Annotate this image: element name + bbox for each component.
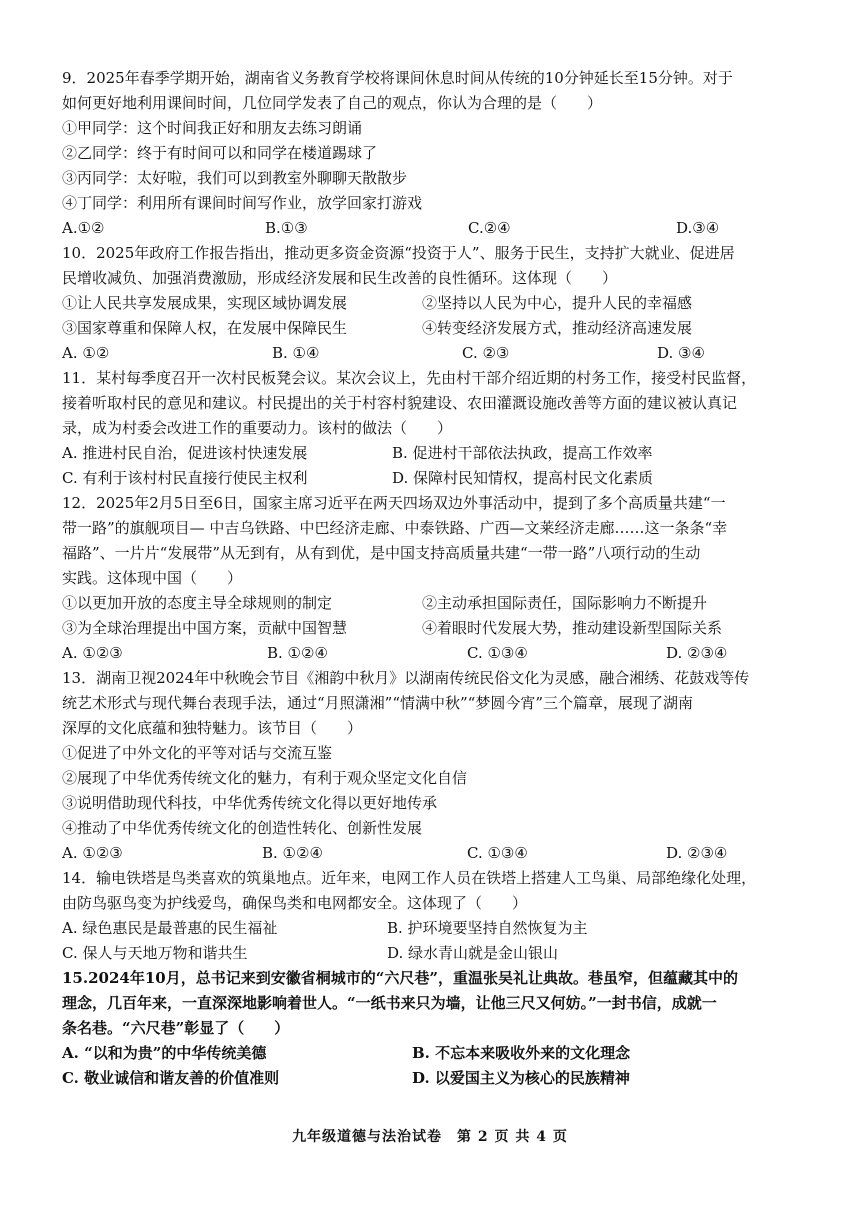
q13-statement-3: ③说明借助现代科技，中华优秀传统文化得以更好地传承 — [62, 794, 438, 812]
q10-statement-2: ②坚持以人民为中心，提升人民的幸福感 — [422, 294, 693, 312]
q15-option-c: C. 敬业诚信和谐友善的价值准则 — [62, 1069, 280, 1087]
q10-option-a: A. ①② — [62, 344, 110, 362]
q14-option-c: C. 保人与天地万物和谐共生 — [62, 944, 248, 962]
q9-option-d: D.③④ — [676, 219, 720, 237]
q15-stem-line2: 理念，几百年来，一直深深地影响着世人。“一纸书来只为墙，让他三尺又何妨。”一封书信，成就一 — [62, 994, 717, 1012]
q9-stem-line2: 如何更好地利用课间时间，几位同学发表了自己的观点，你认为合理的是（ ） — [62, 94, 603, 112]
q13-stem-line2: 统艺术形式与现代舞台表现手法，通过“月照潇湘”“情满中秋”“梦圆今宵”三个篇章，展现了湖南 — [62, 694, 694, 712]
q15-options-row2 — [62, 1066, 820, 1090]
q11-option-b: B. 促进村干部依法执政，提高工作效率 — [392, 444, 653, 462]
q14-stem-line2: 由防鸟驱鸟变为护线爱鸟，确保鸟类和电网都安全。这体现了（ ） — [62, 894, 528, 912]
q9-statement-1: ①甲同学：这个时间我正好和朋友去练习朗诵 — [62, 119, 363, 137]
q12-options — [62, 641, 820, 665]
q9-option-a: A.①② — [62, 219, 105, 237]
q11-option-c: C. 有利于该村村民直接行使民主权利 — [62, 469, 308, 487]
q10-stem-line2: 民增收减负、加强消费激励，形成经济发展和民生改善的良性循环。这体现（ ） — [62, 269, 618, 287]
q11-stem-line3: 录，成为村委会改进工作的重要动力。该村的做法（ ） — [62, 419, 453, 437]
q12-statement-2: ②主动承担国际责任，国际影响力不断提升 — [422, 594, 708, 612]
q9-statement-4: ④丁同学：利用所有课间时间写作业，放学回家打游戏 — [62, 194, 423, 212]
q12-option-d: D. ②③④ — [666, 644, 728, 662]
q12-statement-4: ④着眼时代发展大势，推动建设新型国际关系 — [422, 619, 723, 637]
q13-stem-line1: 13．湖南卫视2024年中秋晚会节目《湘韵中秋月》以湖南传统民俗文化为灵感，融合湘绣、花鼓戏等传 — [62, 669, 750, 687]
q11-options-row1 — [62, 441, 820, 465]
q10-option-d: D. ③④ — [657, 344, 705, 362]
q11-option-a: A. 推进村民自治，促进该村快速发展 — [62, 444, 308, 462]
q11-stem-line2: 接着听取村民的意见和建议。村民提出的关于村容村貌建设、农田灌溉设施改善等方面的建议被认真记 — [62, 394, 738, 412]
q9-statement-2: ②乙同学：终于有时间可以和同学在楼道踢球了 — [62, 144, 378, 162]
q14-options-row2 — [62, 941, 820, 965]
q9-option-b: B.①③ — [265, 219, 308, 237]
q9-statement-3: ③丙同学：太好啦，我们可以到教室外聊聊天散散步 — [62, 169, 408, 187]
q10-statements-row2 — [62, 316, 820, 340]
q14-option-a: A. 绿色惠民是最普惠的民生福祉 — [62, 919, 278, 937]
q12-option-c: C. ①③④ — [467, 644, 528, 662]
q12-statement-3: ③为全球治理提出中国方案，贡献中国智慧 — [62, 619, 348, 637]
q14-option-b: B. 护环境要坚持自然恢复为主 — [387, 919, 588, 937]
q14-stem-line1: 14．输电铁塔是鸟类喜欢的筑巢地点。近年来，电网工作人员在铁塔上搭建人工鸟巢、局部绝缘化处理， — [62, 869, 757, 887]
q13-option-c: C. ①③④ — [467, 844, 528, 862]
q13-options — [62, 841, 820, 865]
q9-options — [62, 216, 820, 240]
q11-options-row2 — [62, 466, 820, 490]
q12-stem-line3: 福路”、一片片“发展带”从无到有，从有到优，是中国支持高质量共建“一带一路”八项行动的生动 — [62, 544, 701, 562]
q13-statement-4: ④推动了中华优秀传统文化的创造性转化、创新性发展 — [62, 819, 423, 837]
q10-option-c: C. ②③ — [462, 344, 510, 362]
q12-stem-line4: 实践。这体现中国（ ） — [62, 569, 243, 587]
q13-option-a: A. ①②③ — [62, 844, 123, 862]
q10-statement-1: ①让人民共享发展成果，实现区域协调发展 — [62, 294, 348, 312]
q13-statement-1: ①促进了中外文化的平等对话与交流互鉴 — [62, 744, 333, 762]
q12-statements-row2 — [62, 616, 820, 640]
q12-option-b: B. ①②④ — [267, 644, 328, 662]
q15-option-d: D. 以爱国主义为核心的民族精神 — [412, 1069, 630, 1087]
q12-stem-line2: 带一路”的旗舰项目— 中吉乌铁路、中巴经济走廊、中泰铁路、广西—文莱经济走廊……这一条条“幸 — [62, 519, 728, 537]
q14-option-d: D. 绿水青山就是金山银山 — [387, 944, 559, 962]
q11-stem-line1: 11．某村每季度召开一次村民板凳会议。某次会议上，先由村干部介绍近期的村务工作，接受村民监督， — [62, 369, 757, 387]
page-footer: 九年级道德与法治试卷 第 2 页 共 4 页 — [292, 1129, 568, 1145]
q11-option-d: D. 保障村民知情权，提高村民文化素质 — [392, 469, 654, 487]
q12-stem-line1: 12．2025年2月5日至6日，国家主席习近平在两天四场双边外事活动中，提到了多个高质量共建“一 — [62, 494, 726, 512]
q10-statement-4: ④转变经济发展方式，推动经济高速发展 — [422, 319, 693, 337]
q13-option-d: D. ②③④ — [666, 844, 728, 862]
q15-stem-line3: 条名巷。“六尺巷”彰显了（ ） — [62, 1019, 290, 1037]
q14-options-row1 — [62, 916, 820, 940]
q13-statement-2: ②展现了中华优秀传统文化的魅力，有利于观众坚定文化自信 — [62, 769, 468, 787]
q12-option-a: A. ①②③ — [62, 644, 123, 662]
q15-option-a: A. “以和为贵”的中华传统美德 — [62, 1044, 267, 1062]
q15-stem-line1: 15.2024年10月，总书记来到安徽省桐城市的“六尺巷”，重温张吴礼让典故。巷虽窄，但蕴藏其中的 — [62, 969, 738, 987]
q13-stem-line3: 深厚的文化底蕴和独特魅力。该节目（ ） — [62, 719, 363, 737]
q12-statement-1: ①以更加开放的态度主导全球规则的制定 — [62, 594, 333, 612]
q10-statement-3: ③国家尊重和保障人权，在发展中保障民生 — [62, 319, 348, 337]
q10-option-b: B. ①④ — [272, 344, 320, 362]
q15-options-row1 — [62, 1041, 820, 1065]
q10-options — [62, 341, 820, 365]
q9-option-c: C.②④ — [468, 219, 511, 237]
q15-option-b: B. 不忘本来吸收外来的文化理念 — [412, 1044, 631, 1062]
q10-stem-line1: 10．2025年政府工作报告指出，推动更多资金资源“投资于人”、服务于民生，支持扩大就业、促进居 — [62, 244, 735, 262]
q10-statements-row1 — [62, 291, 820, 315]
q9-stem-line1: 9．2025年春季学期开始，湖南省义务教育学校将课间休息时间从传统的10分钟延长至15分钟。对于 — [62, 69, 733, 87]
q13-option-b: B. ①②④ — [262, 844, 323, 862]
q12-statements-row1 — [62, 591, 820, 615]
